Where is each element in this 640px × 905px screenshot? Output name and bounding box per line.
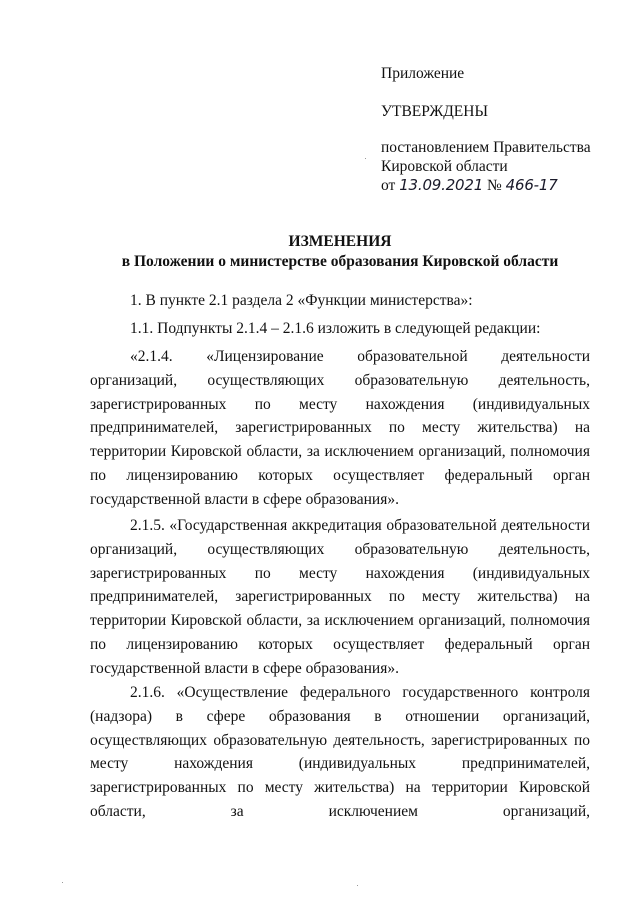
approved-label: УТВЕРЖДЕНЫ: [381, 103, 488, 120]
decree-line-1: постановлением Правительства: [381, 139, 591, 156]
scan-speck: [62, 882, 63, 883]
paragraph-2-1-4-text: «2.1.4. «Лицензирование образовательной деятельности организаций, осуществляющих образовательную деятельность, зарегистрированных по месту нахождения (индивидуальных предпринимателей, зарегистрированных по месту жительства) на территории Кировской области, за исключением организаций, полномочия по лицензированию которых осуществляет федеральный орган государственной власти в сфере образования».: [90, 348, 590, 508]
decree-date-line: [381, 176, 558, 195]
paragraph-2-1-6: [90, 681, 590, 824]
paragraph-2-1-4: [90, 345, 590, 512]
document-title: [90, 232, 590, 272]
date-prefix: от: [381, 177, 396, 194]
title-line-2: в Положении о министерстве образования Кировской области: [121, 253, 559, 270]
decree-line-2: Кировской области: [381, 158, 508, 175]
handwritten-number: 466-17: [505, 176, 558, 194]
paragraph-2-1-6-text: 2.1.6. «Осуществление федерального государственного контроля (надзора) в сфере образования в отношении организаций, осуществляющих образовательную деятельность, зарегистрированных по месту нахождения (индивидуальных предпринимателей, зарегистрированных по месту жительства) на территории Кировской области, за исключением организаций,: [90, 684, 590, 820]
number-sign: №: [486, 177, 502, 194]
paragraph-1: [90, 289, 590, 313]
appendix-label: Приложение: [381, 65, 465, 82]
paragraph-2-1-5: [90, 514, 590, 681]
paragraph-2: [90, 317, 590, 341]
paragraph-2-text: 1.1. Подпункты 2.1.4 – 2.1.6 изложить в следующей редакции:: [130, 320, 541, 337]
scan-speck: [365, 158, 366, 159]
scan-speck: [357, 885, 358, 886]
title-line-1: ИЗМЕНЕНИЯ: [288, 233, 392, 250]
paragraph-1-text: 1. В пункте 2.1 раздела 2 «Функции министерства»:: [130, 292, 473, 309]
handwritten-date: 13.09.2021: [399, 176, 484, 194]
paragraph-2-1-5-text: 2.1.5. «Государственная аккредитация образовательной деятельности организаций, осуществляющих образовательную деятельность, зарегистрированных по месту нахождения (индивидуальных предпринимателей, зарегистрированных по месту жительства) на территории Кировской области, за исключением организаций, полномочия по лицензированию которых осуществляет федеральный орган государственной власти в сфере образования».: [90, 517, 590, 677]
